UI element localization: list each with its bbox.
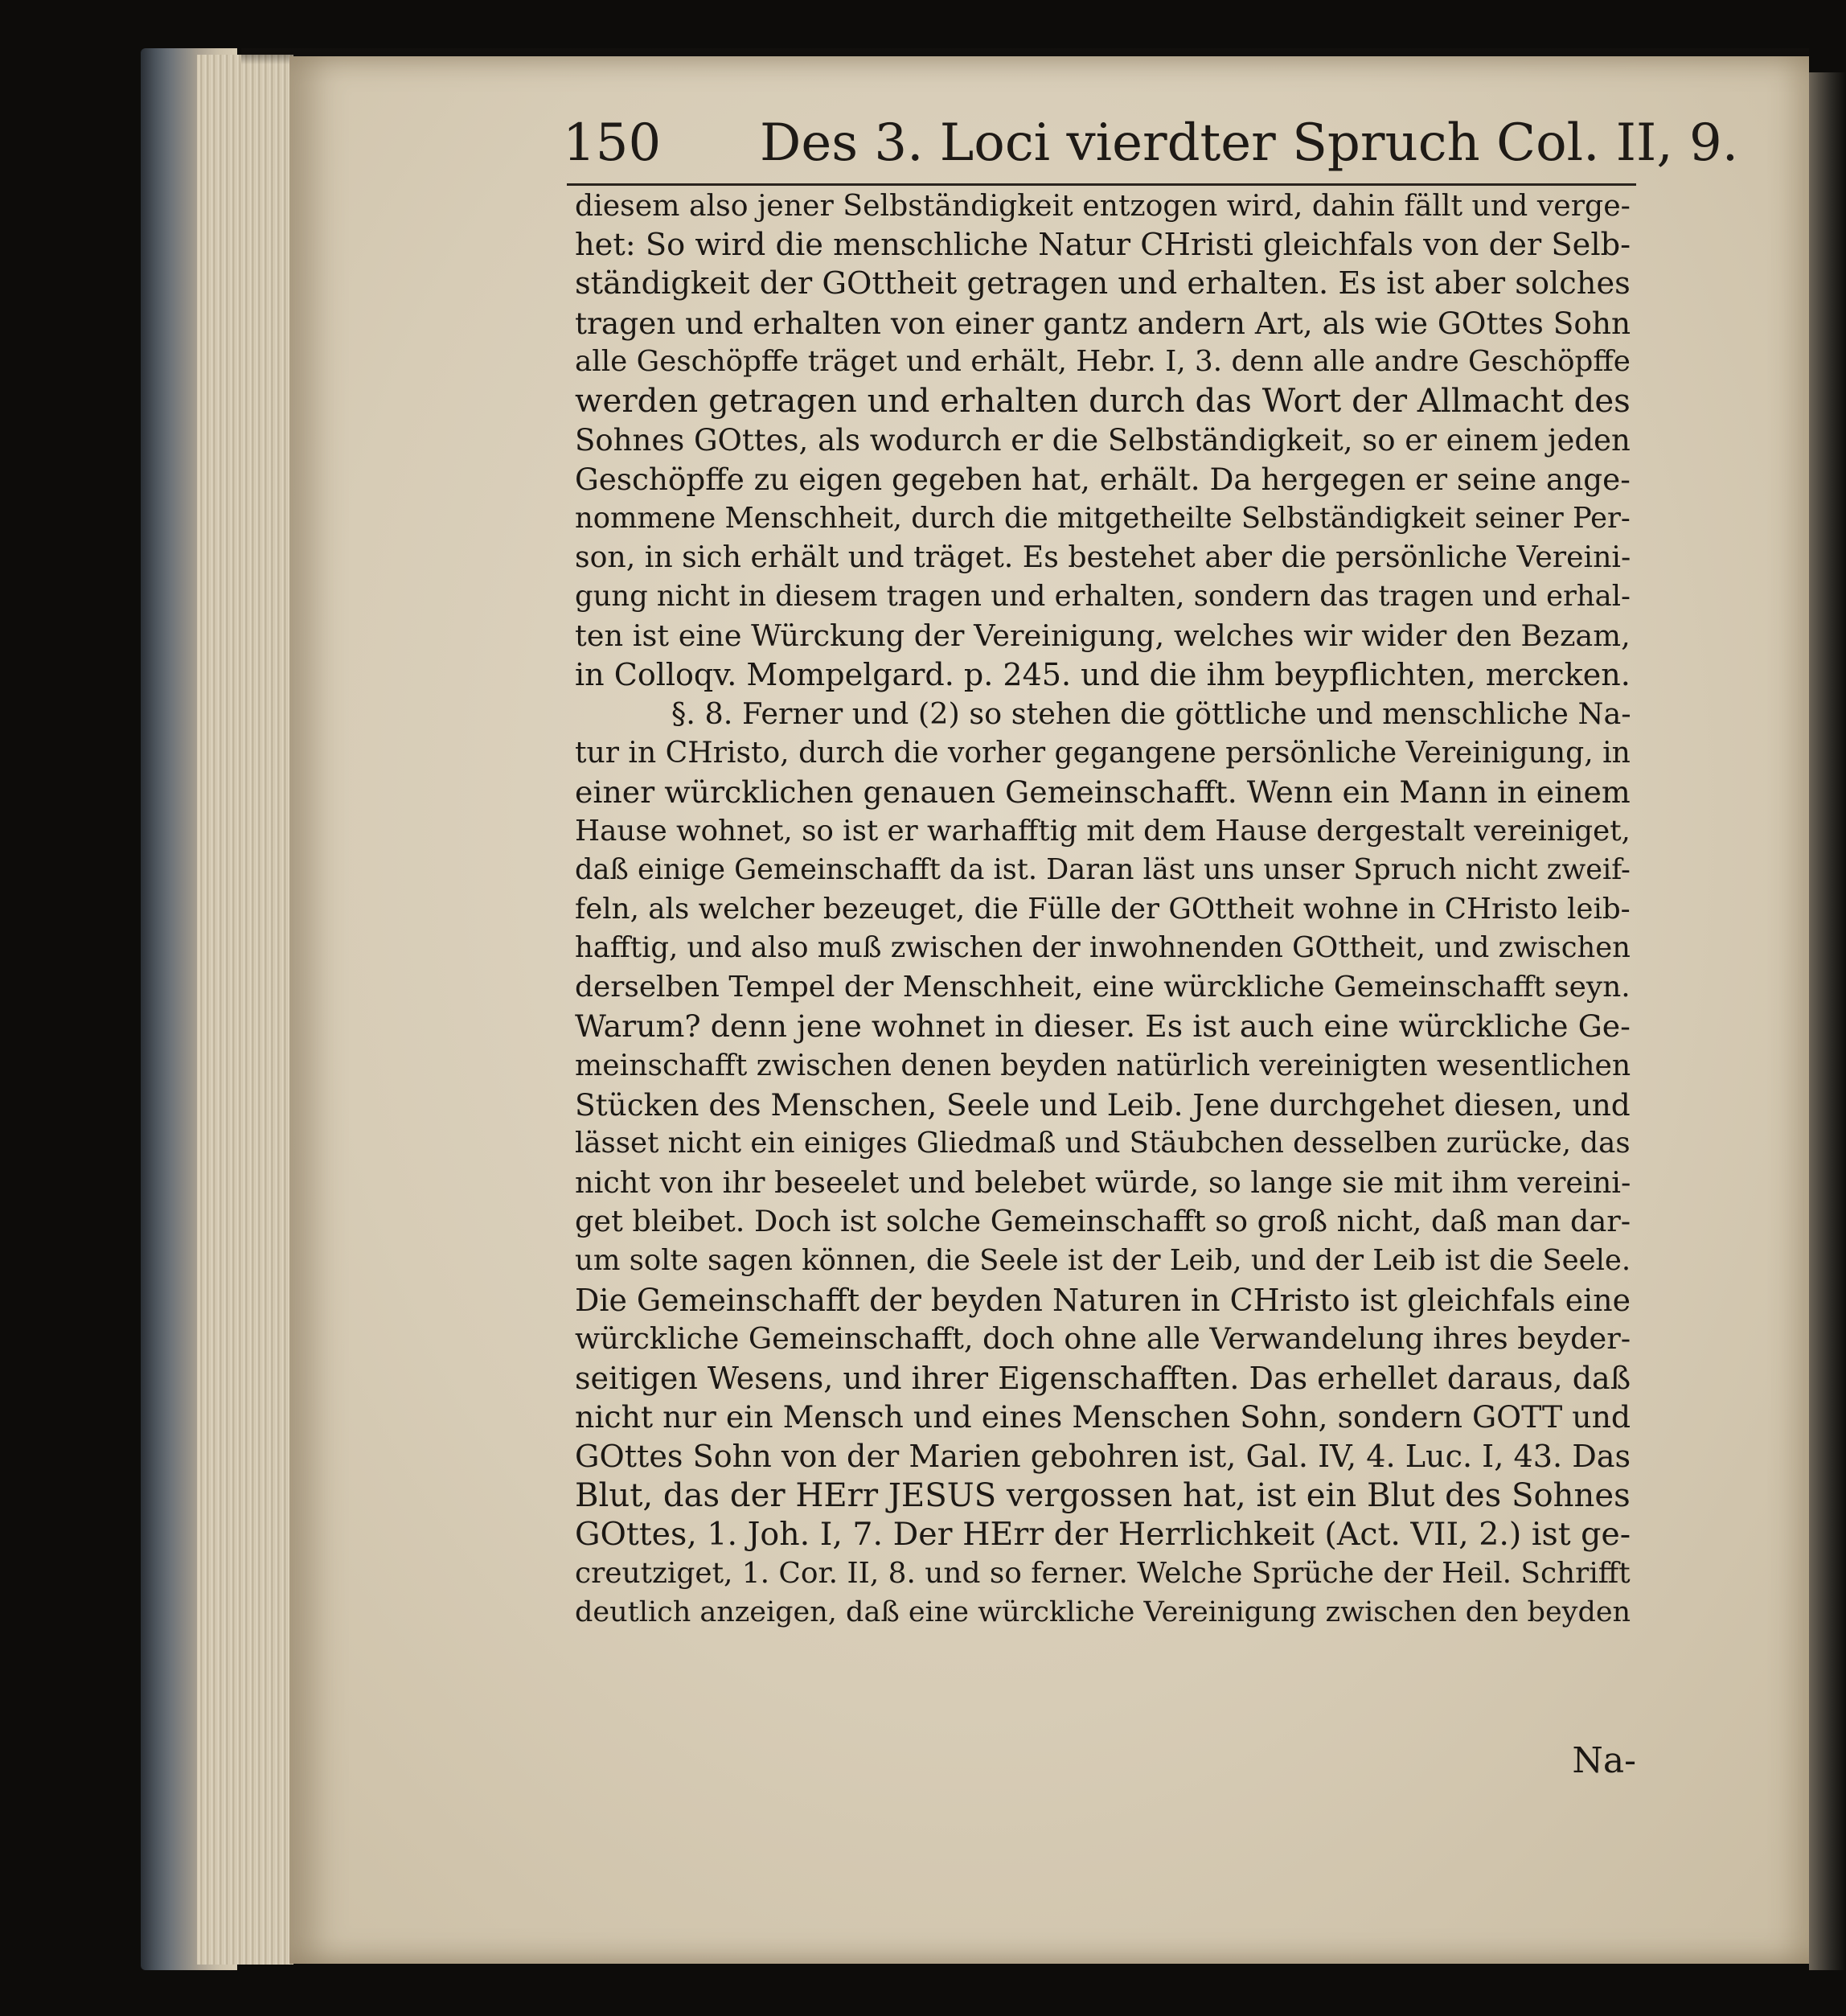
- text-line: GOttes, 1. Joh. I, 7. Der HErr der Herrlichkeit (Act. VII, 2.) ist ge-: [575, 1516, 1631, 1554]
- text-line: Geschöpffe zu eigen gegeben hat, erhält. Da hergegen er seine ange-: [575, 462, 1631, 498]
- facing-page-sliver: [1809, 72, 1846, 1970]
- text-line: feln, als welcher bezeuget, die Fülle der GOttheit wohne in CHristo leib-: [575, 892, 1631, 926]
- text-line: son, in sich erhält und träget. Es bestehet aber die persönliche Vereini-: [575, 540, 1631, 575]
- header-rule: [567, 183, 1636, 186]
- text-line: hafftig, und also muß zwischen der inwohnenden GOttheit, und zwischen: [575, 931, 1631, 965]
- text-line: würckliche Gemeinschafft, doch ohne alle Verwandelung ihres beyder-: [575, 1321, 1631, 1357]
- page-stack-edge: [197, 55, 293, 1965]
- text-line: tragen und erhalten von einer gantz andern Art, als wie GOttes Sohn: [575, 305, 1631, 341]
- text-line: Stücken des Menschen, Seele und Leib. Jene durchgehet diesen, und: [575, 1086, 1631, 1123]
- text-line: nicht von ihr beseelet und belebet würde, so lange sie mit ihm vereini-: [575, 1164, 1631, 1200]
- text-line: deutlich anzeigen, daß eine würckliche Vereinigung zwischen den beyden: [575, 1596, 1631, 1629]
- text-line: ständigkeit der GOttheit getragen und erhalten. Es ist aber solches: [575, 265, 1631, 302]
- text-line: get bleibet. Doch ist solche Gemeinschafft so groß nicht, daß man dar-: [575, 1204, 1631, 1239]
- text-line: werden getragen und erhalten durch das Wort der Allmacht des: [575, 381, 1631, 420]
- running-head: Des 3. Loci vierdter Spruch Col. II, 9.: [760, 113, 1739, 173]
- page-number: 150: [563, 113, 662, 173]
- text-line: het: So wird die menschliche Natur CHristi gleichfals von der Selb-: [575, 226, 1631, 263]
- text-line: um solte sagen können, die Seele ist der Leib, und der Leib ist die Seele.: [575, 1244, 1631, 1278]
- text-line: gung nicht in diesem tragen und erhalten, sondern das tragen und erhal-: [575, 579, 1631, 613]
- text-line: §. 8. Ferner und (2) so stehen die göttliche und menschliche Na-: [671, 696, 1631, 731]
- text-line: seitigen Wesens, und ihrer Eigenschafften. Das erhellet daraus, daß: [575, 1360, 1631, 1396]
- catchword: Na-: [1572, 1740, 1636, 1781]
- text-line: Die Gemeinschafft der beyden Naturen in CHristo ist gleichfals eine: [575, 1282, 1631, 1318]
- text-line: diesem also jener Selbständigkeit entzogen wird, dahin fällt und verge-: [575, 188, 1631, 223]
- text-line: Sohnes GOttes, als wodurch er die Selbständigkeit, so er einem jeden: [575, 422, 1631, 458]
- text-line: einer würcklichen genauen Gemeinschafft. Wenn ein Mann in einem: [575, 774, 1631, 810]
- text-line: nicht nur ein Mensch und eines Menschen Sohn, sondern GOTT und: [575, 1399, 1631, 1435]
- body-text: [575, 187, 1636, 1632]
- page-header: [563, 103, 1739, 183]
- text-line: GOttes Sohn von der Marien gebohren ist, Gal. IV, 4. Luc. I, 43. Das: [575, 1439, 1631, 1474]
- text-line: nommene Menschheit, durch die mitgetheilte Selbständigkeit seiner Per-: [575, 501, 1631, 535]
- text-line: daß einige Gemeinschafft da ist. Daran läst uns unser Spruch nicht zweif-: [575, 853, 1631, 887]
- text-line: Blut, das der HErr JESUS vergossen hat, ist ein Blut des Sohnes: [575, 1476, 1631, 1514]
- text-line: meinschafft zwischen denen beyden natürlich vereinigten wesentlichen: [575, 1048, 1631, 1083]
- text-line: alle Geschöpffe träget und erhält, Hebr. I, 3. denn alle andre Geschöpffe: [575, 345, 1631, 379]
- text-line: Warum? denn jene wohnet in dieser. Es ist auch eine würckliche Ge-: [575, 1008, 1631, 1045]
- text-line: lässet nicht ein einiges Gliedmaß und Stäubchen desselben zurücke, das: [575, 1127, 1631, 1160]
- text-line: tur in CHristo, durch die vorher gegangene persönliche Vereinigung, in: [575, 736, 1631, 770]
- text-line: ten ist eine Würckung der Vereinigung, welches wir wider den Bezam,: [575, 618, 1631, 653]
- text-line: derselben Tempel der Menschheit, eine würckliche Gemeinschafft seyn.: [575, 970, 1631, 1004]
- text-line: creutziget, 1. Cor. II, 8. und so ferner. Welche Sprüche der Heil. Schrifft: [575, 1556, 1631, 1590]
- text-line: in Colloqv. Mompelgard. p. 245. und die ihm beypflichten, mercken.: [575, 657, 1631, 693]
- text-line: Hause wohnet, so ist er warhafftig mit dem Hause dergestalt vereiniget,: [575, 814, 1631, 848]
